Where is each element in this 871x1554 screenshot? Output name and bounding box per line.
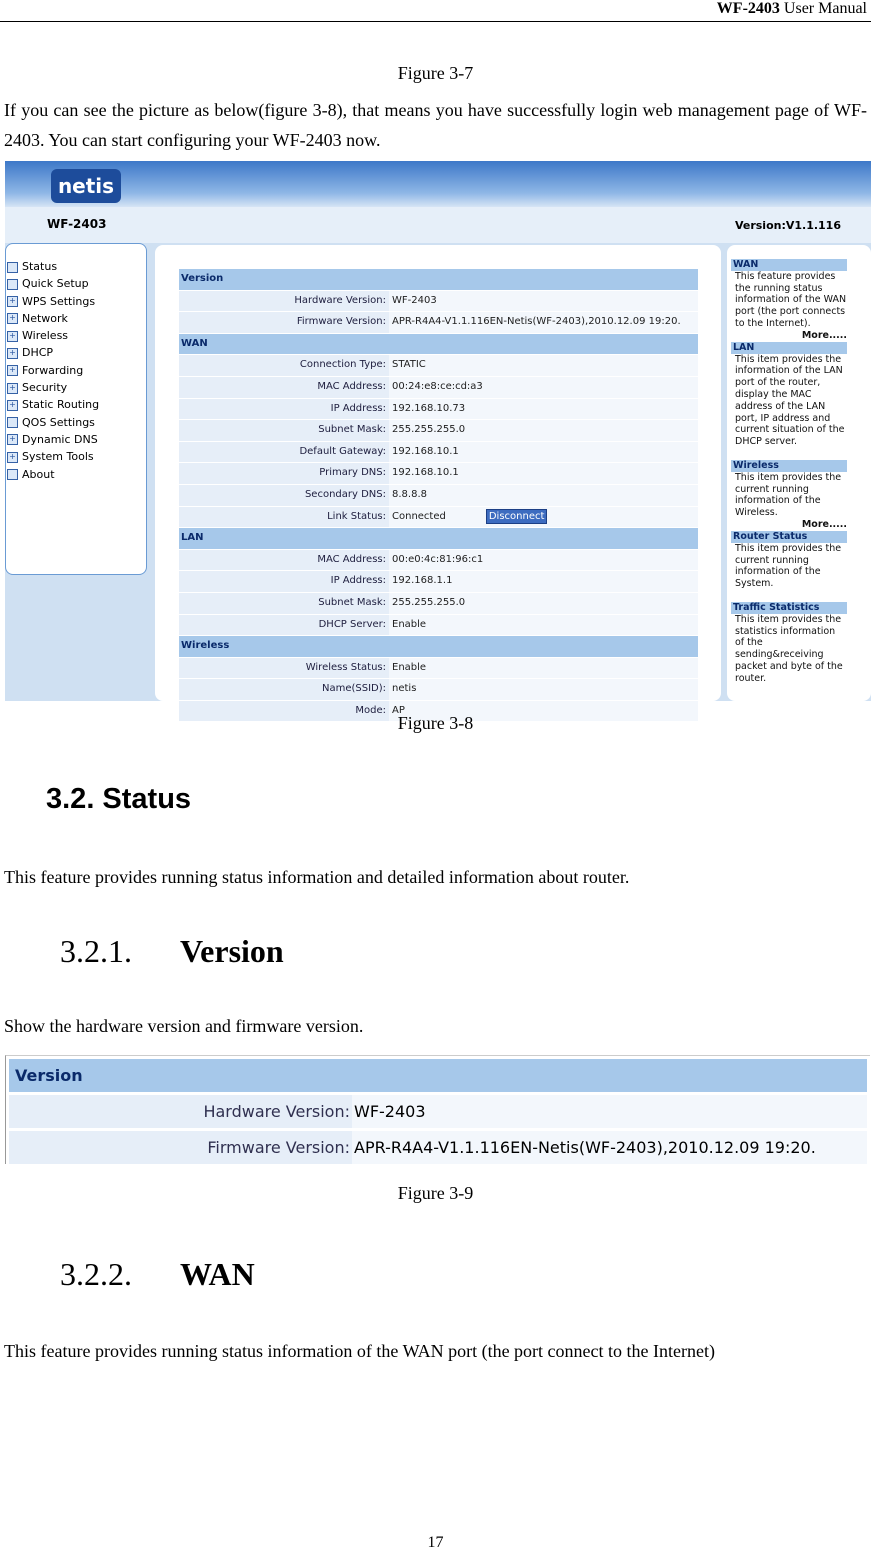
section-title: WAN [179, 334, 698, 355]
more-link[interactable]: More..... [801, 518, 847, 530]
sidebar-item-label: Quick Setup [22, 277, 89, 291]
section-title: LAN [179, 528, 698, 549]
section-header [179, 528, 698, 550]
sidebar-item-security[interactable] [7, 379, 99, 396]
row-value-text: STATIC [392, 359, 426, 371]
more-link[interactable]: More..... [801, 329, 847, 341]
disconnect-button[interactable]: Disconnect [486, 509, 548, 524]
section-header [179, 636, 698, 658]
help-topic-text: This item provides the information of the LAN port of the router, display the MAC address of the LAN port, IP address and current situation of the DHCP server. [735, 353, 845, 448]
sidebar-item-label: Status [22, 260, 58, 273]
hardware-version-row: Hardware Version: WF-2403 [9, 1095, 867, 1128]
section-3-2-heading: 3.2. Status [46, 783, 192, 815]
expand-icon: + [7, 296, 18, 307]
row-label: Link Status: [179, 507, 389, 528]
page-icon [7, 417, 18, 428]
table-row [179, 399, 698, 421]
page-icon [7, 279, 18, 290]
sidebar-item-label: DHCP [22, 346, 54, 360]
section-title: Version [179, 269, 698, 290]
help-topic-text: This item provides the current running information of the System. [735, 542, 842, 590]
top-banner [5, 161, 871, 207]
sidebar-item-network[interactable] [7, 310, 99, 327]
page-number: 17 [427, 1534, 444, 1551]
row-value [389, 312, 698, 333]
header-rule [0, 21, 871, 22]
row-label: Subnet Mask: [179, 593, 389, 614]
row-label: IP Address: [179, 571, 389, 592]
row-label: MAC Address: [179, 550, 389, 571]
sidebar-item-quick-setup[interactable] [7, 275, 99, 292]
section-3-2-2-text: This feature provides running status information of the WAN port (the port connect to the Internet) [4, 1341, 715, 1361]
section-title: WAN [180, 1256, 255, 1292]
status-table [179, 269, 698, 722]
row-value-text: WF-2403 [392, 294, 437, 306]
version-section-header: Version [9, 1059, 867, 1092]
help-topic-text: This item provides the statistics information of the sending&receiving packet and byte of the router. [735, 613, 843, 684]
table-row [179, 571, 698, 593]
section-number: 3.2.1. [60, 933, 132, 969]
row-label: Mode: [179, 701, 389, 722]
sidebar-item-label: WPS Settings [22, 294, 96, 308]
row-value [389, 615, 698, 636]
table-row [179, 507, 698, 529]
page-icon [7, 262, 18, 273]
expand-icon: + [7, 348, 18, 359]
row-value-text: 00:e0:4c:81:96:c1 [392, 553, 484, 565]
row-value-text: 255.255.255.0 [392, 596, 466, 608]
section-title: Version [180, 933, 284, 969]
section-3-2-1-text: Show the hardware version and firmware version. [4, 1016, 364, 1036]
table-row [179, 550, 698, 572]
row-value [389, 593, 698, 614]
sidebar-item-label: Wireless [22, 329, 69, 343]
firmware-version-row: Firmware Version: APR-R4A4-V1.1.116EN-Netis(WF-2403),2010.12.09 19:20. [9, 1131, 867, 1164]
version-figure [5, 1055, 870, 1164]
row-label: DHCP Server: [179, 615, 389, 636]
row-value-text: 192.168.10.73 [392, 402, 466, 414]
row-value [389, 377, 698, 398]
expand-icon: + [7, 434, 18, 445]
row-value [389, 291, 698, 312]
table-row [179, 593, 698, 615]
row-value [389, 420, 698, 441]
row-value [389, 399, 698, 420]
intro-paragraph: If you can see the picture as below(figure 3-8), that means you have successfully login web management page of WF-2403. You can start configuring your WF-2403 now. [4, 100, 867, 150]
section-number: 3.2.2. [60, 1256, 132, 1292]
table-row [179, 463, 698, 485]
row-value [389, 571, 698, 592]
sidebar-item-label: About [22, 467, 55, 481]
table-row [179, 442, 698, 464]
row-value-text: 8.8.8.8 [392, 488, 427, 500]
sidebar-item-label: Network [22, 311, 68, 325]
sidebar-item-system-tools[interactable] [7, 448, 99, 465]
row-label: Hardware Version: [179, 291, 389, 312]
row-value-text: 192.168.1.1 [392, 575, 453, 587]
table-row [179, 312, 698, 334]
sidebar-item-forwarding[interactable] [7, 362, 99, 379]
help-topic-title: Wireless [731, 460, 847, 472]
row-label: IP Address: [179, 399, 389, 420]
sidebar-item-label: Dynamic DNS [22, 432, 98, 446]
row-value-text: Connected [392, 510, 446, 522]
help-topic-title: LAN [731, 342, 847, 354]
table-row [179, 679, 698, 701]
figure-3-7-caption: Figure 3-7 [397, 63, 474, 83]
sidebar-item-wps-settings[interactable] [7, 293, 99, 310]
row-label: Subnet Mask: [179, 420, 389, 441]
table-row [179, 485, 698, 507]
sidebar-item-dynamic-dns[interactable] [7, 431, 99, 448]
row-value-text: Enable [392, 661, 427, 673]
row-value-text: Enable [392, 618, 427, 630]
more-link [731, 448, 847, 460]
help-topic-title: WAN [731, 259, 847, 271]
row-label: MAC Address: [179, 377, 389, 398]
expand-icon: + [7, 452, 18, 463]
sidebar-item-status[interactable] [7, 258, 99, 275]
row-value-text: 192.168.10.1 [392, 467, 459, 479]
row-label: Connection Type: [179, 355, 389, 376]
sidebar-item-label: QOS Settings [22, 415, 95, 429]
row-label: Primary DNS: [179, 463, 389, 484]
sidebar-item-label: System Tools [22, 450, 94, 464]
row-value [389, 679, 698, 700]
row-label: Name(SSID): [179, 679, 389, 700]
section-3-2-2-heading [60, 1256, 460, 1296]
firmware-version-label: Version:V1.1.116 [734, 219, 841, 232]
web-ui-screenshot [5, 161, 871, 716]
netis-logo: netis [51, 169, 121, 203]
sidebar-item-wireless[interactable] [7, 327, 99, 344]
table-row [179, 377, 698, 399]
row-label: Default Gateway: [179, 442, 389, 463]
row-value [389, 658, 698, 679]
sidebar-item-label: Static Routing [22, 398, 100, 412]
more-link [731, 685, 847, 697]
section-3-2-1-heading [60, 933, 460, 973]
figure-3-8-caption: Figure 3-8 [397, 713, 474, 733]
help-topic-text: This item provides the current running information of the Wireless. [735, 471, 842, 519]
expand-icon: + [7, 331, 18, 342]
help-topic-title: Router Status [731, 531, 847, 543]
row-value [389, 442, 698, 463]
section-header [179, 334, 698, 356]
row-value [389, 355, 698, 376]
sidebar-item-label: Security [22, 381, 68, 395]
table-row [179, 615, 698, 637]
help-topic-title: Traffic Statistics [731, 602, 847, 614]
table-row [179, 420, 698, 442]
row-value [389, 463, 698, 484]
expand-icon: + [7, 365, 18, 376]
help-topic-text: This feature provides the running status information of the WAN port (the port connects to the Internet). [735, 270, 847, 329]
expand-icon: + [7, 400, 18, 411]
more-link [731, 590, 847, 602]
sidebar-menu [7, 258, 99, 483]
row-value-text: 192.168.10.1 [392, 445, 459, 457]
table-row [179, 291, 698, 313]
page-icon [7, 469, 18, 480]
row-label: Firmware Version: [179, 312, 389, 333]
table-row [179, 355, 698, 377]
row-value-text: 255.255.255.0 [392, 424, 466, 436]
sidebar-item-label: Forwarding [22, 363, 84, 377]
expand-icon: + [7, 383, 18, 394]
sidebar-item-dhcp[interactable] [7, 344, 99, 361]
figure-3-9-caption: Figure 3-9 [397, 1183, 474, 1203]
row-value [389, 550, 698, 571]
section-header [179, 269, 698, 291]
row-label: Wireless Status: [179, 658, 389, 679]
section-title: Wireless [179, 636, 698, 657]
sidebar-item-about[interactable] [7, 466, 99, 483]
help-text [731, 259, 847, 697]
expand-icon: + [7, 313, 18, 324]
row-label: Secondary DNS: [179, 485, 389, 506]
section-3-2-text: This feature provides running status information and detailed information about router. [4, 867, 630, 887]
model-name: WF-2403 [47, 217, 107, 231]
row-value-text: AP [392, 704, 405, 716]
row-value-text: 00:24:e8:ce:cd:a3 [392, 380, 483, 392]
sidebar-item-static-routing[interactable] [7, 396, 99, 413]
page-header: WF-2403 User Manual [716, 0, 867, 17]
row-value [389, 485, 698, 506]
row-value [389, 507, 698, 528]
row-value-text: APR-R4A4-V1.1.116EN-Netis(WF-2403),2010.12.09 19:20. [392, 316, 681, 328]
sidebar-item-qos-settings[interactable] [7, 414, 99, 431]
table-row [179, 658, 698, 680]
row-value-text: netis [392, 683, 417, 695]
